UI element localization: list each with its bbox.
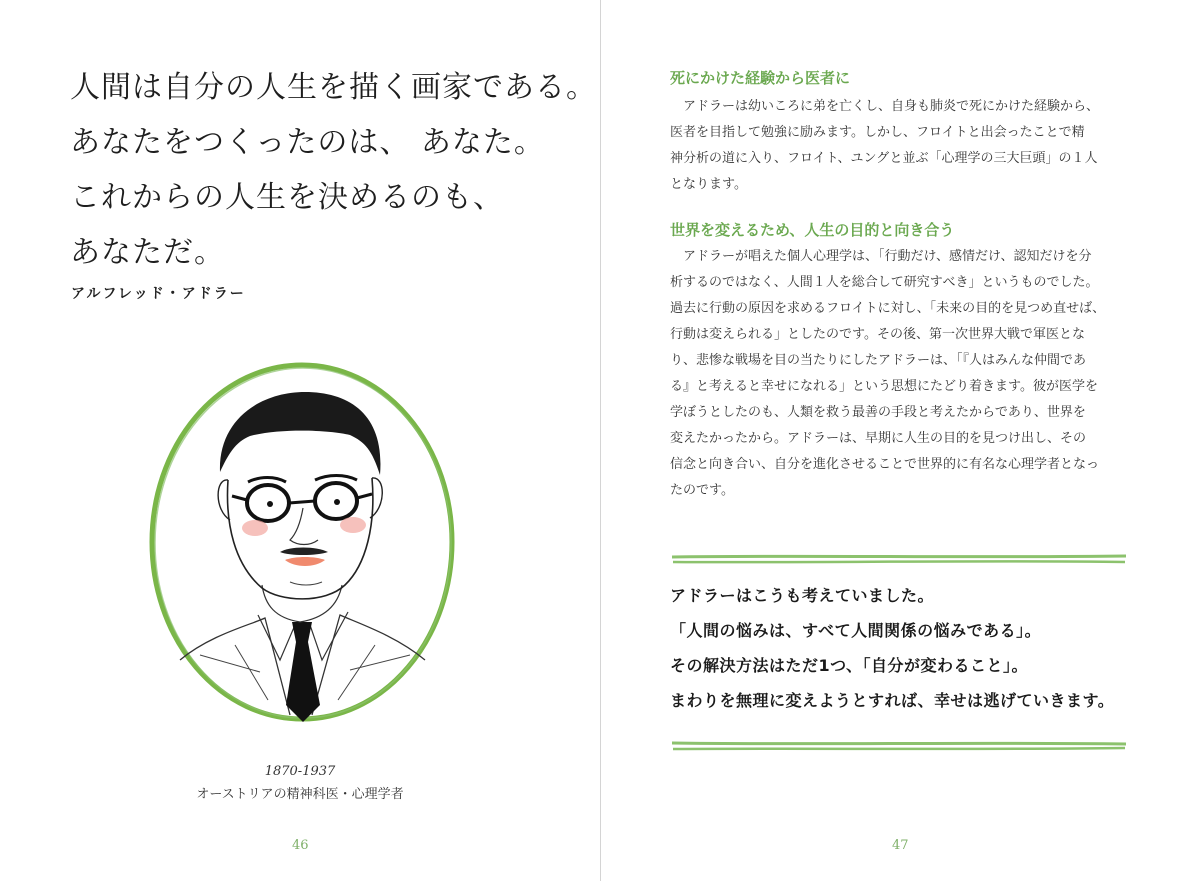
page-number-left: 46 (292, 838, 309, 853)
section2-line: 学ぼうとしたのも、人類を救う最善の手段と考えたからであり、世界を (670, 405, 1086, 420)
section1-line: 医者を目指して勉強に励みます。しかし、フロイトと出会ったことで精 (670, 125, 1085, 140)
green-rule-bottom (670, 739, 1130, 753)
green-rule-top (670, 552, 1130, 566)
handwritten-line-1: アドラーはこうも考えていました。 (670, 586, 935, 605)
section1-line: アドラーは幼いころに弟を亡くし、自身も肺炎で死にかけた経験から、 (670, 99, 1100, 114)
quote-line-1: 人間は自分の人生を描く画家である。 (70, 70, 597, 105)
quote-line-3: これからの人生を決めるのも、 (70, 180, 504, 215)
handwritten-note (670, 578, 1140, 718)
section2-line: たのです。 (670, 483, 734, 498)
page-number-right: 47 (892, 838, 909, 853)
section1-title: 死にかけた経験から医者に (670, 69, 851, 87)
section2-line: る』と考えると幸せになれる」という思想にたどり着きます。彼が医学を (670, 379, 1098, 394)
section1-line: 神分析の道に入り、フロイト、ユングと並ぶ「心理学の三大巨頭」の１人 (670, 151, 1098, 166)
section2-line: 過去に行動の原因を求めるフロイトに対し、「未来の目的を見つめ直せば、 (670, 301, 1106, 316)
handwritten-line-2: 「人間の悩みは、すべて人間関係の悩みである」。 (670, 621, 1042, 640)
section2-line: 変えたかったから。アドラーは、早期に人生の目的を見つけ出し、その (670, 431, 1087, 446)
quote-line-2: あなたをつくったのは、 あなた。 (70, 125, 545, 160)
quote-author: アルフレッド・アドラー (71, 286, 246, 302)
handwritten-line-3: その解決方法はただ1つ、「自分が変わること」。 (670, 656, 1028, 675)
section2-body (670, 244, 1150, 504)
section2-line: 析するのではなく、人間１人を総合して研究すべき」というものでした。 (670, 275, 1099, 290)
section2-line: 行動は変えられる」としたのです。その後、第一次世界大戦で軍医とな (670, 327, 1085, 342)
handwritten-line-4: まわりを無理に変えようとすれば、幸せは逃げていきます。 (670, 691, 1115, 710)
section2-title: 世界を変えるため、人生の目的と向き合う (670, 221, 955, 239)
adler-role: オーストリアの精神科医・心理学者 (196, 787, 404, 802)
section2-line: アドラーが唱えた個人心理学は、「行動だけ、感情だけ、認知だけを分 (670, 249, 1092, 264)
section1-body (670, 94, 1150, 198)
quote-line-4: あなただ。 (70, 235, 225, 270)
section2-line: り、悲惨な戦場を目の当たりにしたアドラーは、「『人はみんな仲間であ (670, 353, 1087, 368)
section2-line: 信念と向き合い、自分を進化させることで世界的に有名な心理学者となっ (670, 457, 1100, 472)
section1-line: となります。 (670, 177, 747, 192)
lifespan-years: 1870-1937 (264, 764, 336, 779)
